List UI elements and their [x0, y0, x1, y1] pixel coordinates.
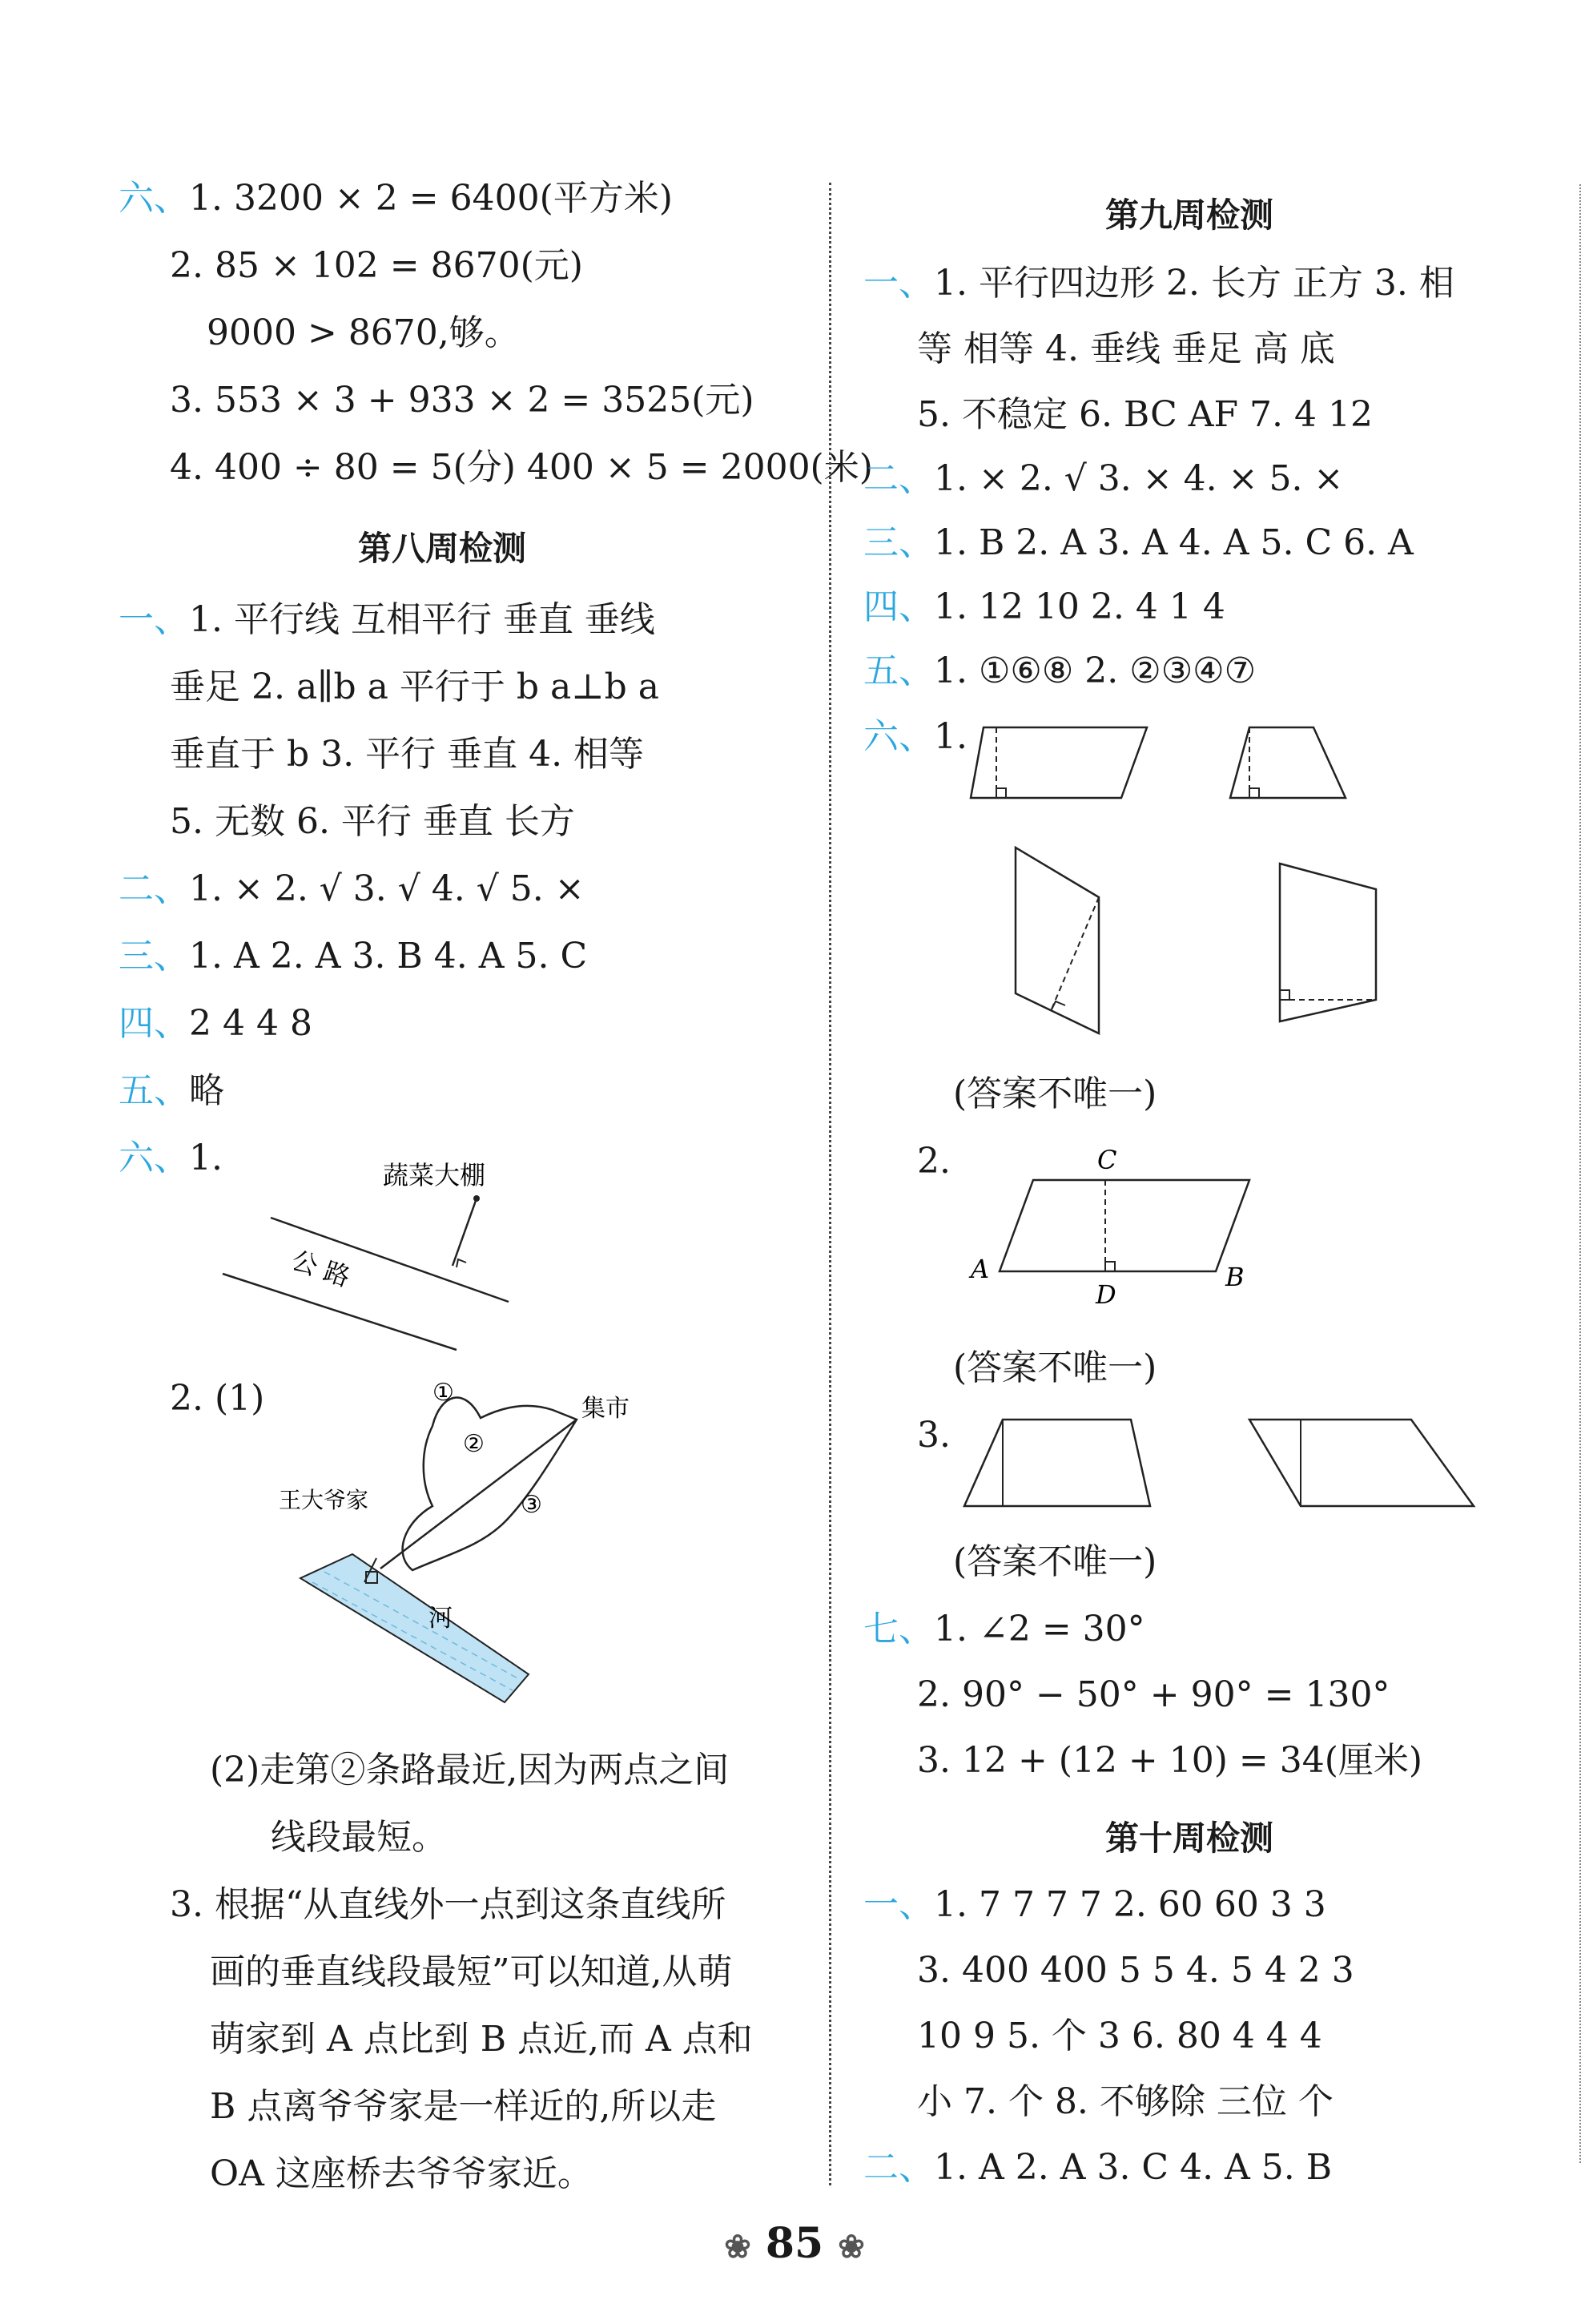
week10-title: 第十周检测 [1105, 1819, 1274, 1858]
answer-line: 略 [189, 1070, 224, 1111]
point-c-label: C [1097, 1145, 1117, 1175]
week9-s4 [863, 583, 1225, 631]
section-label: 一、 [863, 1884, 934, 1925]
answer-line: 5. 无数 6. 平行 垂直 长方 [170, 801, 575, 842]
market-label: 集市 [581, 1395, 630, 1423]
path-river-diagram [264, 1362, 649, 1730]
page-number: 85 [765, 2219, 824, 2268]
section-6-cont [119, 175, 673, 223]
week9-s3 [863, 519, 1414, 567]
answer-line: 3. 553 × 3 + 933 × 2 = 3525(元) [170, 380, 754, 421]
section-label: 四、 [119, 1003, 189, 1044]
column-divider [829, 183, 831, 2185]
week8-s5 [119, 1067, 224, 1115]
section-label: 六、 [119, 178, 189, 219]
note: (答案不唯一) [953, 1073, 1157, 1114]
answer-line: 1. A 2. A 3. C 4. A 5. B [934, 2147, 1333, 2188]
answer-line: 垂直于 b 3. 平行 垂直 4. 相等 [170, 734, 645, 775]
section-label: 三、 [119, 936, 189, 977]
week9-s5 [863, 647, 1256, 695]
answer-line: 1. ∠2 = 30° [934, 1609, 1145, 1649]
river-label: 河 [428, 1605, 453, 1633]
path-3-label: ③ [521, 1491, 542, 1519]
note: (答案不唯一) [953, 1347, 1157, 1388]
section-label: 六、 [863, 716, 934, 757]
answer-line: 画的垂直线段最短”可以知道,从萌 [210, 1951, 733, 1992]
week9-s7 [863, 1605, 1145, 1653]
answer-line: 等 相等 4. 垂线 垂足 高 底 [917, 328, 1335, 369]
answer-line: 3. 12 + (12 + 10) = 34(厘米) [917, 1740, 1423, 1781]
answer-line: 2. [917, 1141, 951, 1182]
section-label: 一、 [119, 599, 189, 640]
answer-line: B 点离爷爷家是一样近的,所以走 [210, 2086, 717, 2127]
answer-line: 5. 不稳定 6. BC AF 7. 4 12 [917, 394, 1373, 435]
week9-s6 [863, 713, 967, 761]
answer-line: 1. × 2. √ 3. √ 4. √ 5. × [189, 868, 585, 909]
greenhouse-label: 蔬菜大棚 [383, 1160, 486, 1190]
week8-s1 [119, 596, 655, 644]
answer-line: 萌家到 A 点比到 B 点近,而 A 点和 [210, 2019, 753, 2060]
answer-line: 1. B 2. A 3. A 4. A 5. C 6. A [934, 522, 1414, 563]
section-label: 五、 [119, 1070, 189, 1111]
path-2-label: ② [463, 1430, 485, 1458]
answer-line: 1. 平行线 互相平行 垂直 垂线 [189, 599, 655, 640]
answer-line: 1. [189, 1138, 223, 1178]
section-label: 三、 [863, 522, 934, 563]
section-label: 一、 [863, 263, 934, 304]
parallelogram-cd-diagram [961, 1134, 1265, 1310]
week10-s1 [863, 1881, 1326, 1929]
week8-s6 [119, 1134, 223, 1182]
section-label: 六、 [119, 1138, 189, 1178]
answer-line: 2. 90° − 50° + 90° = 130° [917, 1674, 1390, 1715]
answer-line: 3. 根据“从直线外一点到这条直线所 [170, 1884, 726, 1925]
answer-line: 1. 平行四边形 2. 长方 正方 3. 相 [934, 263, 1454, 304]
week9-s1 [863, 260, 1454, 308]
height-shapes-diagram [961, 721, 1410, 1057]
answer-line: 1. [934, 716, 967, 757]
answer-line: 1. 3200 × 2 = 6400(平方米) [189, 178, 673, 219]
edge-rule [1579, 184, 1581, 2163]
flower-ornament-icon: ❀ [838, 2228, 865, 2266]
section-label: 二、 [863, 458, 934, 499]
answer-line: 2 4 4 8 [189, 1003, 312, 1044]
answer-line: 9000 > 8670,够。 [207, 312, 520, 353]
answer-line: 10 9 5. 个 3 6. 80 4 4 4 [917, 2016, 1322, 2056]
section-label: 五、 [863, 650, 934, 691]
note: (答案不唯一) [953, 1541, 1157, 1582]
point-d-label: D [1096, 1279, 1116, 1310]
road-perpendicular-diagram [216, 1146, 521, 1354]
answer-line: 1. 7 7 7 7 2. 60 60 3 3 [934, 1884, 1326, 1925]
answer-line: 2. (1) [170, 1378, 265, 1419]
week10-s2 [863, 2144, 1332, 2192]
answer-line: 3. 400 400 5 5 4. 5 4 2 3 [917, 1950, 1354, 1991]
section-label: 二、 [863, 2147, 934, 2188]
week8-title: 第八周检测 [358, 529, 527, 568]
answer-line: 2. 85 × 102 = 8670(元) [170, 245, 583, 286]
answer-line: 小 7. 个 8. 不够除 三位 个 [917, 2081, 1334, 2122]
section-label: 七、 [863, 1609, 934, 1649]
answer-line: 4. 400 ÷ 80 = 5(分) 400 × 5 = 2000(米) [170, 447, 873, 488]
answer-line: 1. A 2. A 3. B 4. A 5. C [189, 936, 588, 977]
cut-shapes-diagram [961, 1410, 1490, 1522]
answer-line: (2)走第②条路最近,因为两点之间 [210, 1750, 730, 1790]
answer-line: 3. [917, 1415, 951, 1456]
answer-line: 1. ①⑥⑧ 2. ②③④⑦ [934, 650, 1257, 691]
section-label: 四、 [863, 586, 934, 627]
answer-line: 垂足 2. a∥b a 平行于 b a⊥b a [170, 667, 660, 707]
week9-s2 [863, 455, 1343, 503]
answer-line: 1. 12 10 2. 4 1 4 [934, 586, 1225, 627]
section-label: 二、 [119, 868, 189, 909]
page-footer [0, 2219, 1589, 2268]
point-b-label: B [1225, 1262, 1245, 1292]
path-1-label: ① [432, 1379, 454, 1407]
week8-s2 [119, 865, 585, 913]
point-a-label: A [971, 1254, 990, 1284]
week8-s3 [119, 932, 587, 981]
answer-line: OA 这座桥去爷爷家近。 [210, 2153, 593, 2194]
home-label: 王大爷家 [279, 1487, 369, 1513]
answer-line: 线段最短。 [271, 1817, 447, 1858]
answer-line: 1. × 2. √ 3. × 4. × 5. × [934, 458, 1344, 499]
week9-title: 第九周检测 [1105, 195, 1274, 235]
road-label: 公 路 [288, 1244, 354, 1293]
week8-s4 [119, 1000, 312, 1048]
flower-ornament-icon: ❀ [724, 2228, 751, 2266]
